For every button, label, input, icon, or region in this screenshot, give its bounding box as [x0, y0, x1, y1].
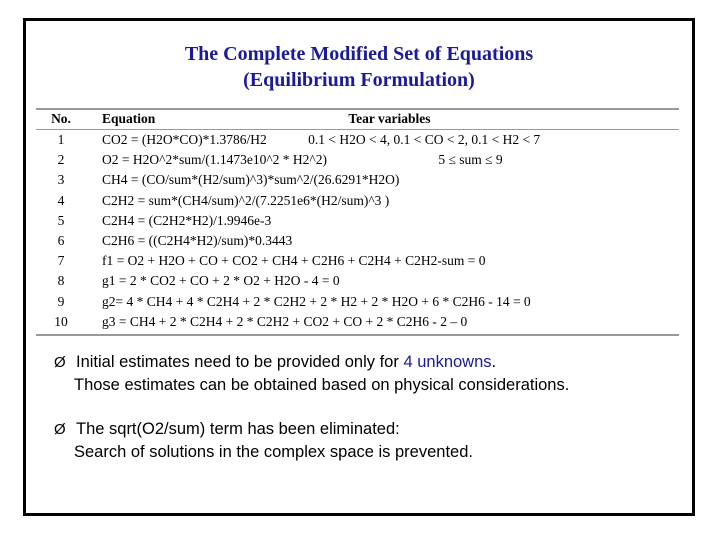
title-line-1: The Complete Modified Set of Equations — [184, 43, 534, 65]
row-no: 9 — [57, 293, 65, 309]
row-equation: f1 = O2 + H2O + CO + CO2 + CH4 + C2H6 + C2H4 + C2H2-sum = 0 — [102, 253, 486, 269]
row-tear-variables: 5 ≤ sum ≤ 9 — [438, 152, 503, 168]
bullet-text: Initial estimates need to be provided only for — [76, 353, 404, 371]
table-row — [36, 231, 679, 251]
table-row — [36, 292, 679, 312]
row-equation: O2 = H2O^2*sum/(1.1473e10^2 * H2^2) — [102, 152, 327, 168]
row-no: 2 — [57, 152, 65, 168]
row-equation: CH4 = (CO/sum*(H2/sum)^3)*sum^2/(26.6291*H2O) — [102, 172, 400, 188]
bullet-item — [54, 418, 569, 463]
row-no: 8 — [57, 273, 65, 289]
table-row — [36, 191, 679, 211]
table-row — [36, 251, 679, 271]
bullet-text-end: . — [491, 353, 497, 371]
table-bottom-rule — [36, 334, 679, 336]
row-equation: C2H6 = ((C2H4*H2)/sum)*0.3443 — [102, 233, 293, 249]
bullet-continuation: Search of solutions in the complex space is prevented. — [74, 443, 473, 461]
title-line-2: (Equilibrium Formulation) — [243, 69, 475, 91]
row-equation: g2= 4 * CH4 + 4 * C2H4 + 2 * C2H2 + 2 * H2 + 2 * H2O + 6 * C2H6 - 14 = 0 — [102, 293, 531, 309]
row-equation: g1 = 2 * CO2 + CO + 2 * O2 + H2O - 4 = 0 — [102, 273, 340, 289]
row-no: 10 — [54, 313, 68, 329]
bullet-item — [54, 351, 569, 396]
bullet-continuation: Those estimates can be obtained based on physical considerations. — [74, 376, 570, 394]
arrow-bullet-icon: Ø — [54, 421, 66, 438]
row-equation: C2H2 = sum*(CH4/sum)^2/(7.2251e6*(H2/sum)^3 ) — [102, 192, 390, 208]
table-row — [36, 130, 679, 150]
bullet-highlight: 4 unknowns — [403, 353, 492, 371]
equations-table — [36, 108, 679, 336]
header-tear-variables: Tear variables — [348, 111, 431, 126]
header-equation: Equation — [102, 111, 156, 126]
table-header-row — [36, 110, 679, 128]
bullet-list — [54, 351, 569, 485]
table-row — [36, 271, 679, 291]
row-no: 3 — [57, 172, 65, 188]
bullet-text: The sqrt(O2/sum) term has been eliminated: — [76, 420, 400, 438]
table-row — [36, 312, 679, 332]
row-equation: CO2 = (H2O*CO)*1.3786/H2 — [102, 132, 267, 148]
slide-frame — [23, 18, 695, 516]
row-equation: g3 = CH4 + 2 * C2H4 + 2 * C2H2 + CO2 + CO + 2 * C2H6 - 2 – 0 — [102, 313, 468, 329]
row-equation: C2H4 = (C2H2*H2)/1.9946e-3 — [102, 212, 272, 228]
table-row — [36, 150, 679, 170]
row-no: 5 — [57, 212, 65, 228]
arrow-bullet-icon: Ø — [54, 354, 66, 371]
row-no: 6 — [57, 233, 65, 249]
row-no: 4 — [57, 192, 65, 208]
row-no: 1 — [57, 132, 65, 148]
table-row — [36, 170, 679, 190]
row-no: 7 — [57, 253, 65, 269]
table-row — [36, 211, 679, 231]
slide-title — [26, 41, 692, 93]
header-no: No. — [51, 111, 71, 126]
row-tear-variables: 0.1 < H2O < 4, 0.1 < CO < 2, 0.1 < H2 < 7 — [308, 132, 541, 148]
